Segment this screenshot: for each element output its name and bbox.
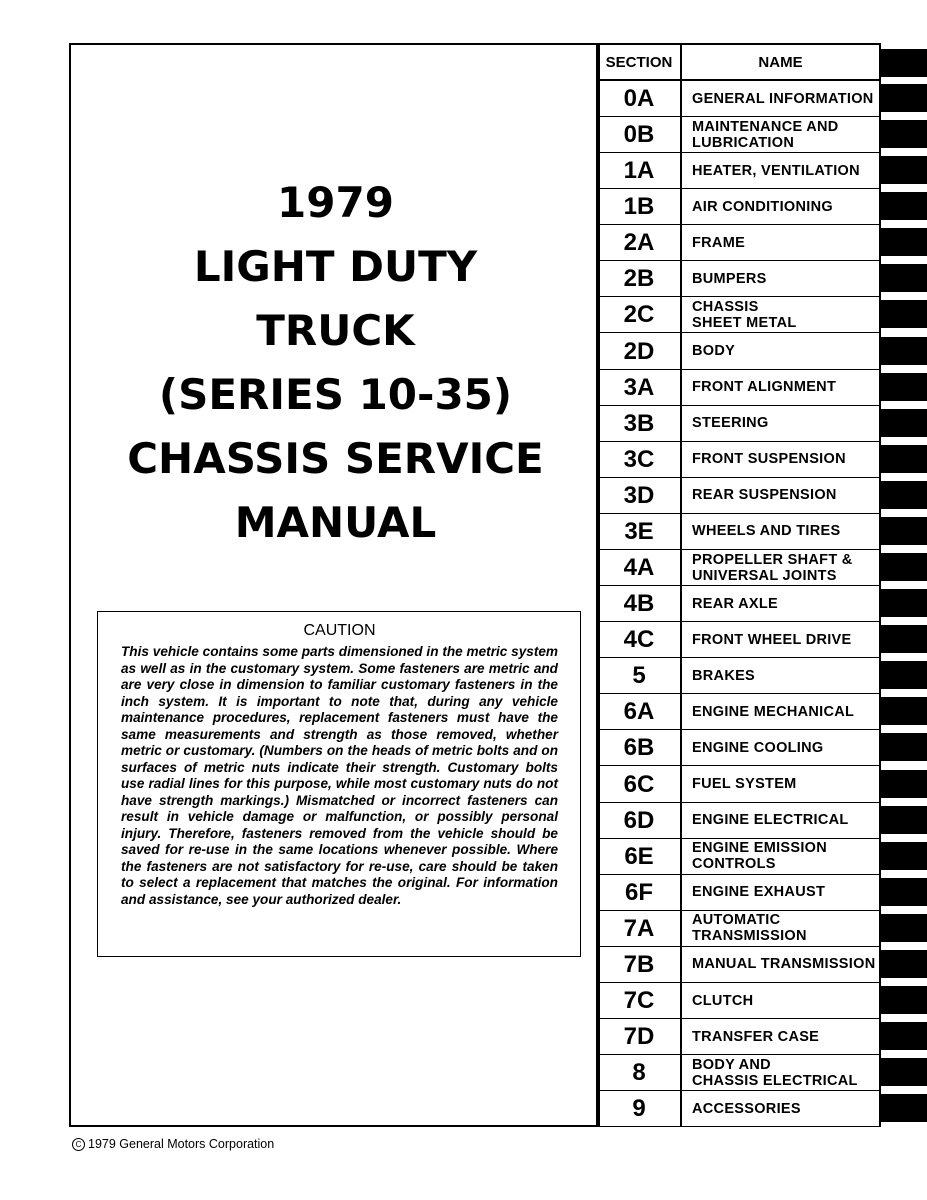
- thumb-tab: [881, 264, 927, 292]
- section-code: 6C: [623, 770, 655, 798]
- section-name-line: FRAME: [692, 234, 746, 251]
- section-name-line: HEATER, VENTILATION: [692, 162, 860, 179]
- thumb-tab: [881, 120, 927, 148]
- section-code: 1B: [623, 193, 655, 221]
- thumb-tab: [881, 156, 927, 184]
- section-code: 7D: [623, 1023, 655, 1051]
- section-name-line: ENGINE EMISSION: [692, 840, 828, 857]
- section-name: [692, 839, 878, 874]
- thumb-tab: [881, 914, 927, 942]
- caution-box: [97, 611, 581, 957]
- table-row: [598, 586, 881, 622]
- copyright-icon: C: [72, 1138, 85, 1151]
- section-code: 0B: [623, 121, 655, 149]
- table-row: [598, 1091, 881, 1127]
- manual-title: [71, 171, 600, 555]
- section-code: 3A: [623, 373, 655, 401]
- section-name: [692, 983, 878, 1018]
- copyright-notice: [72, 1137, 274, 1151]
- table-row: [598, 911, 881, 947]
- section-code: 6A: [623, 698, 655, 726]
- thumb-tab: [881, 986, 927, 1014]
- thumb-tab: [881, 1094, 927, 1122]
- table-row: [598, 1055, 881, 1091]
- section-name-line: BODY AND: [692, 1056, 771, 1073]
- section-code: 4A: [623, 554, 655, 582]
- section-name: [692, 694, 878, 729]
- table-row: [598, 442, 881, 478]
- section-name: [692, 1055, 878, 1090]
- section-name: [692, 1019, 878, 1054]
- section-name-line: REAR SUSPENSION: [692, 487, 837, 504]
- section-code: 2D: [623, 337, 655, 365]
- thumb-tab: [881, 373, 927, 401]
- section-name: [692, 261, 878, 296]
- section-name: [692, 803, 878, 838]
- section-name-line: BODY: [692, 343, 736, 360]
- thumb-tab: [881, 770, 927, 798]
- cover-panel: [69, 43, 598, 1127]
- section-name: [692, 478, 878, 513]
- table-rule: [598, 43, 600, 1127]
- section-name-line: PROPELLER SHAFT &: [692, 551, 853, 568]
- table-row: [598, 803, 881, 839]
- thumb-tab: [881, 661, 927, 689]
- thumb-tab: [881, 1022, 927, 1050]
- thumb-tab: [881, 697, 927, 725]
- thumb-tab: [881, 589, 927, 617]
- table-row: [598, 297, 881, 333]
- table-row: [598, 514, 881, 550]
- section-name: [692, 622, 878, 657]
- section-name: [692, 586, 878, 621]
- thumb-tab: [881, 445, 927, 473]
- table-row: [598, 947, 881, 983]
- section-code: 7A: [623, 914, 655, 942]
- section-name-line: AUTOMATIC: [692, 912, 781, 929]
- table-row: [598, 117, 881, 153]
- thumb-tab: [881, 84, 927, 112]
- section-name-line: LUBRICATION: [692, 134, 795, 151]
- thumb-tab: [881, 337, 927, 365]
- section-code: 8: [632, 1059, 646, 1087]
- section-code: 2A: [623, 229, 655, 257]
- section-name-line: CHASSIS ELECTRICAL: [692, 1072, 858, 1089]
- section-name: [692, 875, 878, 910]
- section-code: 7B: [623, 950, 655, 978]
- thumb-tab: [881, 806, 927, 834]
- section-name: [692, 911, 878, 946]
- section-name-line: GENERAL INFORMATION: [692, 90, 874, 107]
- table-row: [598, 694, 881, 730]
- section-code: 6D: [623, 806, 655, 834]
- title-line: 1979: [277, 178, 394, 227]
- section-code: 3E: [624, 517, 654, 545]
- section-name-line: FRONT ALIGNMENT: [692, 379, 837, 396]
- table-row: [598, 1019, 881, 1055]
- section-name-line: REAR AXLE: [692, 595, 778, 612]
- section-code: 2C: [623, 301, 655, 329]
- table-row: [598, 875, 881, 911]
- section-name-line: WHEELS AND TIRES: [692, 523, 841, 540]
- section-name: [692, 297, 878, 332]
- thumb-tab: [881, 842, 927, 870]
- thumb-tab: [881, 625, 927, 653]
- section-name: [692, 189, 878, 224]
- table-row: [598, 153, 881, 189]
- table-row: [598, 983, 881, 1019]
- section-code: 9: [632, 1095, 646, 1123]
- thumb-tab: [881, 517, 927, 545]
- section-code: 4B: [623, 590, 655, 618]
- thumb-tab: [881, 192, 927, 220]
- section-name-line: ENGINE ELECTRICAL: [692, 812, 849, 829]
- section-name-line: ENGINE COOLING: [692, 739, 824, 756]
- thumb-tab: [881, 733, 927, 761]
- section-name: [692, 730, 878, 765]
- section-name: [692, 406, 878, 441]
- thumb-tab: [881, 1058, 927, 1086]
- section-name-line: UNIVERSAL JOINTS: [692, 567, 837, 584]
- title-line: (SERIES 10-35): [158, 370, 513, 419]
- table-row: [598, 839, 881, 875]
- title-line: TRUCK: [256, 306, 415, 355]
- section-name: [692, 947, 878, 982]
- section-name-line: BRAKES: [692, 667, 756, 684]
- title-line: MANUAL: [234, 498, 437, 547]
- section-name-line: TRANSFER CASE: [692, 1028, 820, 1045]
- section-code: 6E: [624, 842, 654, 870]
- section-code: 3D: [623, 481, 655, 509]
- section-code: 6B: [623, 734, 655, 762]
- section-name: [692, 514, 878, 549]
- thumb-tab: [881, 228, 927, 256]
- copyright-text: 1979 General Motors Corporation: [88, 1137, 275, 1151]
- thumb-tab: [881, 300, 927, 328]
- section-name: [692, 153, 878, 188]
- section-name: [692, 117, 878, 152]
- caution-text: This vehicle contains some parts dimensioned in the metric system as well as in the customary system. Some fasteners are metric and are very close in dimension to familiar customary fasteners in the inch system. It is important to note that, during any vehicle maintenance procedures, replacement fasteners must have the same measurements and strength as those removed, whether metric or customary. (Numbers on the heads of metric bolts and on surfaces of metric nuts indicate their strength. Customary bolts use radial lines for this purpose, while most customary nuts do not have strength markings.) Mismatched or incorrect fasteners can result in vehicle damage or malfunction, or possibly personal injury. Therefore, fasteners removed from the vehicle should be saved for re-use in the same locations whenever possible. Where the fasteners are not satisfactory for re-use, care should be taken to select a replacement that matches the original. For information and assistance, see your authorized dealer.: [121, 644, 558, 907]
- thumb-tab: [881, 878, 927, 906]
- section-name-line: FRONT SUSPENSION: [692, 451, 846, 468]
- section-name-line: CHASSIS: [692, 298, 759, 315]
- section-name: [692, 658, 878, 693]
- table-row: [598, 478, 881, 514]
- section-code: 4C: [623, 626, 655, 654]
- table-row: [598, 225, 881, 261]
- section-code: 6F: [624, 878, 653, 906]
- table-row: [598, 622, 881, 658]
- section-name-line: CONTROLS: [692, 856, 776, 873]
- table-row: [598, 767, 881, 803]
- table-row: [598, 370, 881, 406]
- table-rule: [680, 43, 682, 1127]
- table-row: [598, 658, 881, 694]
- section-name: [692, 81, 878, 116]
- section-name-line: AIR CONDITIONING: [692, 198, 833, 215]
- section-name-line: FRONT WHEEL DRIVE: [692, 631, 852, 648]
- table-row: [598, 550, 881, 586]
- section-name-line: ENGINE MECHANICAL: [692, 703, 855, 720]
- section-name-line: STEERING: [692, 415, 769, 432]
- section-code: 0A: [623, 85, 655, 112]
- section-name-line: SHEET METAL: [692, 314, 797, 331]
- table-row: [598, 81, 881, 117]
- section-name-line: TRANSMISSION: [692, 928, 807, 945]
- table-row: [598, 261, 881, 297]
- caution-heading: CAUTION: [303, 622, 376, 639]
- table-row: [598, 730, 881, 766]
- thumb-tab: [881, 49, 927, 77]
- section-name-line: MAINTENANCE AND: [692, 118, 839, 135]
- section-name: [692, 550, 878, 585]
- title-line: LIGHT DUTY: [193, 242, 478, 291]
- title-line: CHASSIS SERVICE: [127, 434, 544, 483]
- section-name-line: CLUTCH: [692, 992, 754, 1009]
- section-code: 7C: [623, 987, 655, 1014]
- thumb-tab: [881, 553, 927, 581]
- thumb-tab: [881, 481, 927, 509]
- section-name: [692, 370, 878, 405]
- header-section: SECTION: [605, 54, 673, 71]
- section-code: 3C: [623, 445, 655, 473]
- table-header: [598, 43, 881, 81]
- section-name-line: FUEL SYSTEM: [692, 776, 797, 793]
- table-row: [598, 334, 881, 370]
- section-code: 2B: [623, 265, 655, 293]
- thumb-tab: [881, 950, 927, 978]
- section-name: [692, 442, 878, 477]
- table-row: [598, 189, 881, 225]
- section-name: [692, 1091, 878, 1126]
- section-name-line: ENGINE EXHAUST: [692, 884, 826, 901]
- section-code: 3B: [623, 409, 655, 437]
- section-name-line: BUMPERS: [692, 270, 767, 287]
- table-row: [598, 406, 881, 442]
- section-code: 1A: [623, 157, 655, 185]
- section-name: [692, 334, 878, 369]
- section-name: [692, 767, 878, 802]
- section-code: 5: [632, 662, 646, 690]
- thumb-tab: [881, 409, 927, 437]
- section-name-line: MANUAL TRANSMISSION: [692, 956, 876, 973]
- section-name-line: ACCESSORIES: [692, 1100, 801, 1117]
- header-name: NAME: [758, 54, 803, 71]
- section-name: [692, 225, 878, 260]
